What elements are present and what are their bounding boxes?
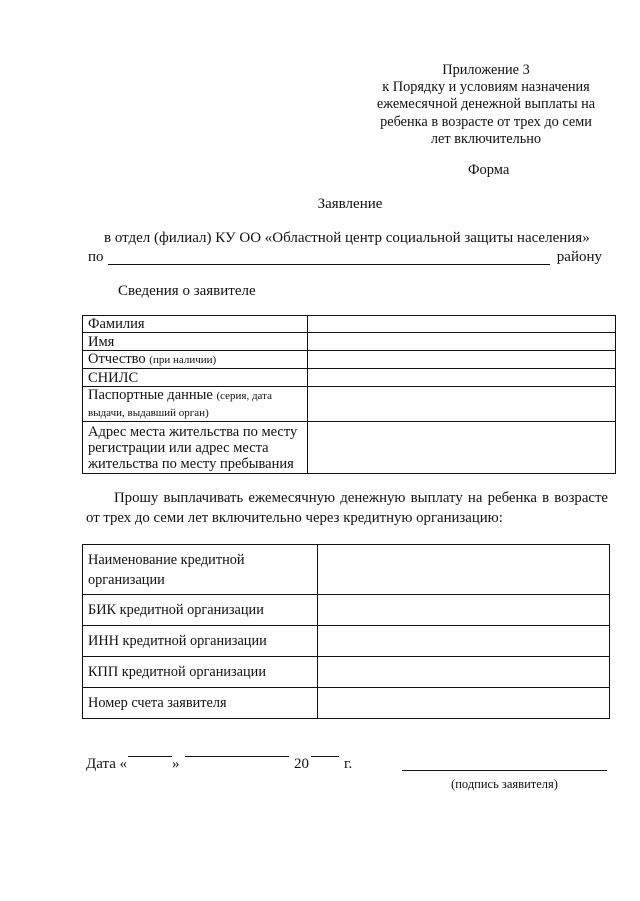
label-text: Имя [88, 333, 115, 350]
table-row [83, 657, 610, 688]
row-label [83, 387, 308, 422]
request-paragraph: Прошу выплачивать ежемесячную денежную выплату на ребенка в возрасте от трех до семи лет включительно через кредитную организацию: [86, 490, 608, 526]
year-blank[interactable] [311, 756, 339, 757]
applicant-section-title: Сведения о заявителе [118, 283, 256, 299]
label-note: (серия, дата выдачи, выдавший орган) [88, 390, 272, 419]
year-prefix: 20 [294, 756, 309, 772]
appendix-line: ежемесячной денежной выплаты на [376, 96, 596, 113]
table-row [83, 688, 610, 719]
row-label [83, 316, 308, 333]
address-value-cell[interactable] [308, 422, 616, 474]
table-row [83, 595, 610, 626]
row-label: ИНН кредитной организации [83, 626, 318, 657]
label-note: (при наличии) [149, 354, 217, 366]
day-blank[interactable] [128, 756, 172, 757]
appendix-line: ребенка в возрасте от трех до семи [380, 113, 592, 130]
table-row [83, 626, 610, 657]
row-label: БИК кредитной организации [83, 595, 318, 626]
label-text: Паспортные данные [88, 387, 213, 403]
date-line [86, 756, 366, 778]
bik-value-cell[interactable] [318, 595, 610, 626]
signature-line[interactable] [402, 770, 607, 771]
date-close-quote: » [172, 756, 180, 772]
row-label: КПП кредитной организации [83, 657, 318, 688]
row-label: Наименование кредитной организации [83, 545, 318, 595]
table-row [83, 422, 616, 474]
row-label [83, 422, 308, 474]
kpp-value-cell[interactable] [318, 657, 610, 688]
table-row [83, 333, 616, 351]
addressee-line: в отдел (филиал) КУ ОО «Областной центр социальной защиты населения» [104, 230, 590, 246]
table-row [83, 545, 610, 595]
signature-caption: (подпись заявителя) [451, 777, 558, 791]
appendix-line: Приложение 3 [442, 62, 530, 78]
snils-value-cell[interactable] [308, 369, 616, 387]
row-label: Номер счета заявителя [83, 688, 318, 719]
form-label: Форма [468, 162, 510, 178]
po-label: по [88, 249, 104, 265]
district-blank[interactable] [108, 264, 550, 265]
patronymic-value-cell[interactable] [308, 351, 616, 369]
row-label [83, 369, 308, 387]
district-line [88, 249, 602, 269]
applicant-table [82, 315, 616, 474]
passport-value-cell[interactable] [308, 387, 616, 422]
table-row [83, 351, 616, 369]
table-row [83, 369, 616, 387]
year-suffix: г. [344, 756, 353, 772]
surname-value-cell[interactable] [308, 316, 616, 333]
bank-name-value-cell[interactable] [318, 545, 610, 595]
bank-table [82, 544, 610, 719]
table-row [83, 316, 616, 333]
row-label [83, 351, 308, 369]
date-prefix: Дата « [86, 756, 128, 772]
row-label [83, 333, 308, 351]
document-title: Заявление [317, 196, 383, 212]
appendix-line: к Порядку и условиям назначения [382, 79, 590, 96]
name-value-cell[interactable] [308, 333, 616, 351]
label-text: Адрес места жительства по месту регистрации или адрес места жительства по месту пребывания [88, 423, 298, 472]
appendix-header [358, 62, 614, 148]
inn-value-cell[interactable] [318, 626, 610, 657]
month-blank[interactable] [185, 756, 289, 757]
account-value-cell[interactable] [318, 688, 610, 719]
table-row [83, 387, 616, 422]
label-text: Отчество [88, 351, 146, 367]
label-text: Фамилия [88, 316, 145, 332]
label-text: СНИЛС [88, 369, 139, 386]
appendix-line: лет включительно [430, 130, 542, 147]
raion-label: району [556, 249, 602, 265]
